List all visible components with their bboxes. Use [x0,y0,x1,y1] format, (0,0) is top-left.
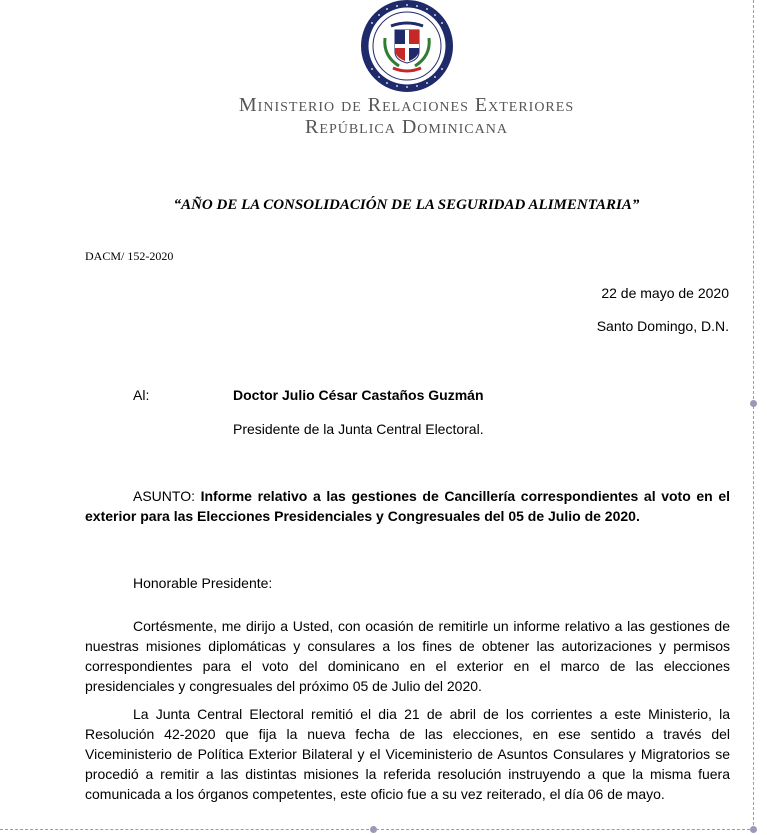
subject-line [85,486,730,526]
year-motto: “AÑO DE LA CONSOLIDACIÓN DE LA SEGURIDAD ALIMENTARIA” [173,197,640,213]
body-paragraph-1: Cortésmente, me dirijo a Usted, con ocasión de remitirle un informe relativo a las gestiones de nuestras misiones diplomáticas y consulares a los fines de obtener las autorizaciones y permisos correspondientes para el voto del dominicano en el exterior en el marco de las elecciones presidenciales y congresuales del próximo 05 de Julio del 2020. [85,618,730,694]
country-name: República Dominicana [305,116,508,138]
letter-date: 22 de mayo de 2020 [601,285,729,301]
addressee-label: Al: [133,387,150,403]
page-resize-handle-right[interactable] [750,400,757,407]
page-right-guide [753,0,754,830]
page-bottom-guide [0,829,755,830]
ministry-seal-logo [355,0,459,92]
subject-text: Informe relativo a las gestiones de Cancillería correspondientes al voto en el exterior para las Elecciones Presidenciales y Congresuales del 05 de Julio de 2020. [85,488,730,524]
subject-label: ASUNTO: [133,488,195,504]
addressee-title: Presidente de la Junta Central Electoral. [233,421,484,437]
salutation: Honorable Presidente: [133,575,273,591]
letter-place: Santo Domingo, D.N. [596,318,729,334]
ministry-name: Ministerio de Relaciones Exteriores [238,94,575,116]
page-resize-handle-bottom[interactable] [370,826,377,833]
addressee-name: Doctor Julio César Castaños Guzmán [233,387,484,403]
page-resize-handle-corner[interactable] [750,826,757,833]
reference-number: DACM/ 152-2020 [85,249,174,263]
body-paragraph-2: La Junta Central Electoral remitió el dia 21 de abril de los corrientes a este Ministerio, la Resolución 42-2020 que fija la nueva fecha de las elecciones, en ese sentido a través del Viceministerio de Política Exterior Bilateral y el Viceministerio de Asuntos Consulares y Migratorios se procedió a remitir a las distintas misiones la referida resolución instruyendo a que la misma fuera comunicada a los órganos competentes, este oficio fue a su vez reiterado, el día 06 de mayo. [85,706,730,802]
